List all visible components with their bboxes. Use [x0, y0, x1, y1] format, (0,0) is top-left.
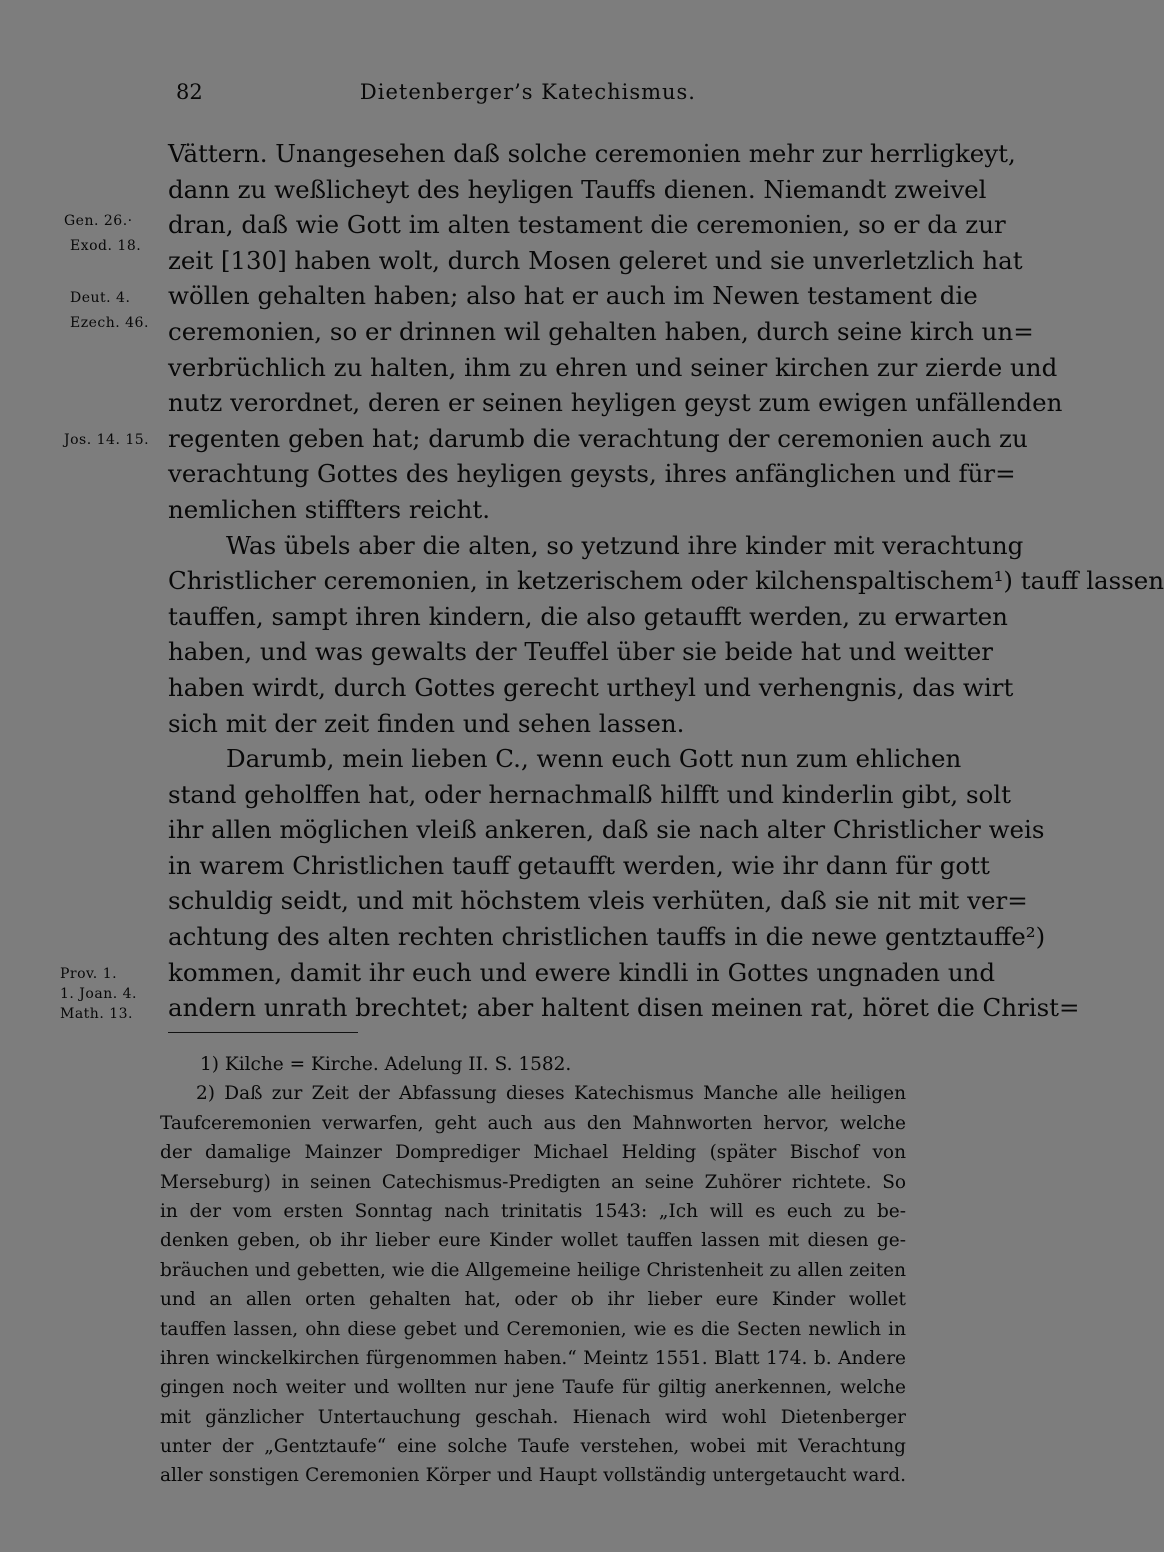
text-line: regenten geben hat; darumb die verachtung der ceremonien auch zu [168, 423, 1028, 453]
text-line: nutz verordnet, deren er seinen heyligen geyst zum ewigen unfällenden [168, 388, 1063, 418]
footnote-line: bräuchen und gebetten, wie die Allgemeine heilige Christenheit zu allen zeiten [160, 1259, 906, 1281]
text-line: andern unrath brechtet; aber haltent disen meinen rat, höret die Christ= [168, 993, 1080, 1023]
footnote-line: Taufceremonien verwarfen, geht auch aus den Mahnworten hervor, welche [160, 1112, 906, 1134]
margin-note: Math. 13. [60, 1006, 133, 1022]
footnote-line: denken geben, ob ihr lieber eure Kinder wollet tauffen lassen mit diesen ge- [160, 1230, 906, 1252]
text-line: dran, daß wie Gott im alten testament die ceremonien, so er da zur [168, 210, 1006, 240]
text-line: Darumb, mein lieben C., wenn euch Gott nun zum ehlichen [226, 744, 962, 774]
footnote-line: 2) Daß zur Zeit der Abfassung dieses Katechismus Manche alle heiligen [196, 1083, 906, 1105]
footnote-line: tauffen lassen, ohn diese gebet und Ceremonien, wie es die Secten newlich in [160, 1318, 906, 1340]
footnote-divider [168, 1032, 358, 1033]
footnote-line: in der vom ersten Sonntag nach trinitatis 1543: „Ich will es euch zu be- [160, 1200, 906, 1222]
footnote-line: der damalige Mainzer Domprediger Michael Helding (später Bischof von [160, 1142, 906, 1164]
footnote-line: und an allen orten gehalten hat, oder ob ihr lieber eure Kinder wollet [160, 1289, 906, 1311]
text-line: schuldig seidt, und mit höchstem vleis verhüten, daß sie nit mit ver= [168, 886, 1028, 916]
footnote-line: gingen noch weiter und wollten nur jene Taufe für giltig anerkennen, welche [160, 1377, 906, 1399]
text-line: verachtung Gottes des heyligen geysts, ihres anfänglichen und für= [168, 459, 1016, 489]
text-line: wöllen gehalten haben; also hat er auch im Newen testament die [168, 281, 978, 311]
margin-note: Jos. 14. 15. [64, 432, 150, 448]
text-line: tauffen, sampt ihren kindern, die also getaufft werden, zu erwarten [168, 601, 1008, 631]
text-line: kommen, damit ihr euch und ewere kindli in Gottes ungnaden und [168, 957, 996, 987]
footnote-line: 1) Kilche = Kirche. Adelung II. S. 1582. [200, 1054, 572, 1075]
text-line: achtung des alten rechten christlichen tauffs in die newe gentztauffe²) [168, 922, 1046, 952]
text-line: haben wirdt, durch Gottes gerecht urtheyl und verhengnis, das wirt [168, 672, 1014, 702]
footnote-line: unter der „Gentztaufe“ eine solche Taufe verstehen, wobei mit Verachtung [160, 1436, 906, 1458]
text-line: zeit [130] haben wolt, durch Mosen geleret und sie unverletzlich hat [168, 245, 1023, 275]
footnote-line: ihren winckelkirchen fürgenommen haben.“ Meintz 1551. Blatt 174. b. Andere [160, 1347, 906, 1369]
text-line: haben, und was gewalts der Teuffel über sie beide hat und weitter [168, 637, 994, 667]
text-line: Christlicher ceremonien, in ketzerischem oder kilchenspaltischem¹) tauff lassen [168, 566, 1164, 596]
page-header [176, 80, 696, 110]
footnote-line: aller sonstigen Ceremonien Körper und Haupt vollständig untergetaucht ward. [160, 1465, 906, 1487]
text-line: in warem Christlichen tauff getaufft werden, wie ihr dann für gott [168, 850, 990, 880]
text-line: ihr allen möglichen vleiß ankeren, daß sie nach alter Christlicher weis [168, 815, 1045, 845]
text-line: Was übels aber die alten, so yetzund ihre kinder mit verachtung [226, 530, 1024, 560]
text-line: dann zu weßlicheyt des heyligen Tauffs dienen. Niemandt zweivel [168, 174, 987, 204]
text-line: ceremonien, so er drinnen wil gehalten haben, durch seine kirch un= [168, 316, 1034, 346]
margin-note: Ezech. 46. [70, 315, 149, 331]
text-line: verbrüchlich zu halten, ihm zu ehren und seiner kirchen zur zierde und [168, 352, 1058, 382]
margin-note: Prov. 1. [60, 966, 118, 982]
page-number: 82 [176, 80, 203, 104]
footnote-line: mit gänzlicher Untertauchung geschah. Hienach wird wohl Dietenberger [160, 1406, 906, 1428]
main-text [168, 136, 1164, 1026]
text-line: stand geholffen hat, oder hernachmalß hilfft und kinderlin gibt, solt [168, 779, 1011, 809]
text-line: sich mit der zeit finden und sehen lassen. [168, 708, 685, 738]
margin-note: 1. Joan. 4. [60, 986, 137, 1002]
footnotes [160, 1050, 906, 1491]
margin-note: Gen. 26.· [64, 213, 133, 229]
text-line: nemlichen stiffters reicht. [168, 494, 491, 524]
text-line: Vättern. Unangesehen daß solche ceremonien mehr zur herrligkeyt, [168, 139, 1016, 168]
margin-note: Deut. 4. [70, 290, 131, 306]
running-title: Dietenberger’s Katechismus. [359, 80, 696, 104]
margin-note: Exod. 18. [70, 238, 142, 254]
footnote-line: Merseburg) in seinen Catechismus-Predigten an seine Zuhörer richtete. So [160, 1171, 906, 1193]
